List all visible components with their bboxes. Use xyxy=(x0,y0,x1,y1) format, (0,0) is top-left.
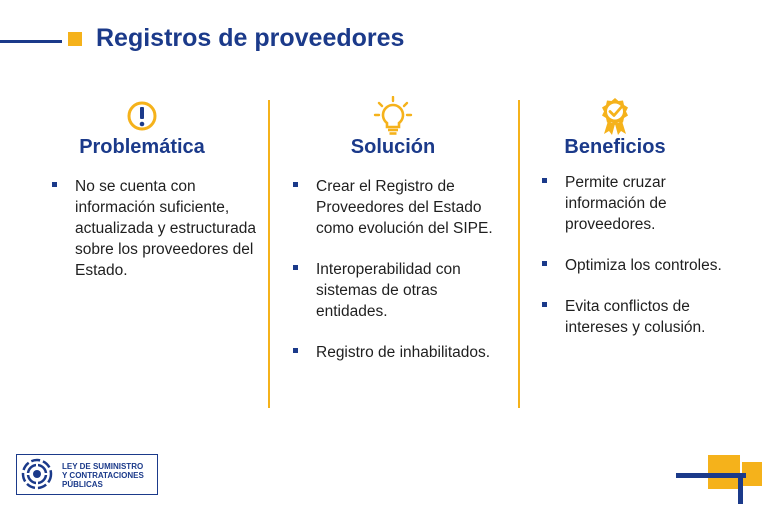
title-rule xyxy=(0,40,62,43)
page-title: Registros de proveedores xyxy=(96,24,405,52)
bullet-list-beneficios xyxy=(540,172,745,358)
list-item: Optimiza los controles. xyxy=(540,255,745,276)
exclamation-circle-icon xyxy=(122,96,162,136)
list-item: No se cuenta con información suficiente, actualizada y estructurada sobre los proveedores del Estado. xyxy=(50,176,260,281)
list-item: Evita conflictos de intereses y colusión. xyxy=(540,296,745,338)
list-item: Interoperabilidad con sistemas de otras entidades. xyxy=(291,259,506,322)
bullet-list-problematica xyxy=(50,176,260,301)
heading-problematica: Problemática xyxy=(79,136,205,158)
list-item: Crear el Registro de Proveedores del Estado como evolución del SIPE. xyxy=(291,176,506,239)
decor-line-vertical xyxy=(738,473,743,504)
list-item: Permite cruzar información de proveedores. xyxy=(540,172,745,235)
decor-line-horizontal xyxy=(676,473,746,478)
list-item: Registro de inhabilitados. xyxy=(291,342,506,363)
lightbulb-icon xyxy=(373,96,413,136)
title-square xyxy=(68,32,82,46)
heading-solucion: Solución xyxy=(350,136,436,158)
logo-text: LEY DE SUMINISTRO Y CONTRATACIONES PÚBLICAS xyxy=(62,462,144,489)
bullet-list-solucion xyxy=(291,176,506,383)
column-divider xyxy=(268,100,270,408)
decor-square-gold xyxy=(708,455,740,489)
logo-ley-suministro xyxy=(16,454,158,495)
award-badge-icon xyxy=(595,96,635,136)
logo-emblem-icon xyxy=(21,458,53,490)
heading-beneficios: Beneficios xyxy=(564,136,666,158)
